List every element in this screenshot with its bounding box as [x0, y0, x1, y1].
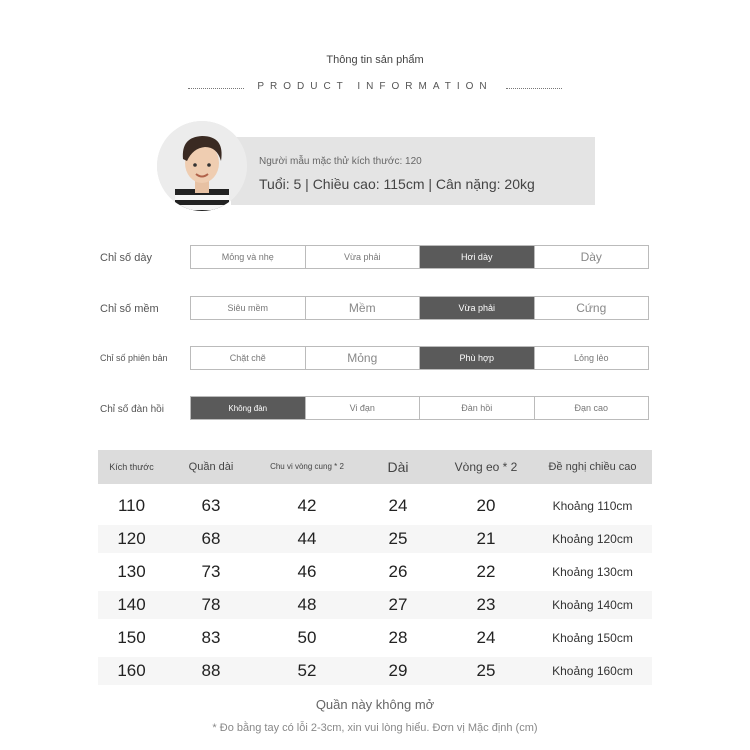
cell-rise: 24	[388, 496, 408, 515]
page-title: Thông tin sản phẩm	[326, 54, 424, 66]
indicator-option: Mềm	[306, 297, 421, 319]
column-header-size: Kích thước	[109, 462, 154, 472]
indicator-option: Mỏng	[306, 347, 421, 369]
cell-rise: 29	[388, 661, 408, 680]
cell-length: 68	[201, 529, 221, 548]
indicator-label-softness: Chỉ số mềm	[100, 303, 159, 315]
cell-hip: 46	[297, 562, 317, 581]
cell-size: 160	[117, 661, 146, 680]
cell-rise: 26	[388, 562, 408, 581]
indicator-label-thickness: Chỉ số dày	[100, 252, 152, 264]
cell-waist: 21	[476, 529, 496, 548]
cell-height: Khoảng 130cm	[552, 565, 633, 579]
cell-waist: 25	[476, 661, 496, 680]
cell-hip: 48	[297, 595, 317, 614]
title-divider-right	[506, 88, 562, 89]
indicator-row-softness	[190, 296, 649, 320]
indicator-row-elasticity	[190, 396, 649, 420]
cell-length: 78	[201, 595, 221, 614]
cell-length: 88	[201, 661, 221, 680]
indicator-option: Siêu mềm	[191, 297, 306, 319]
indicator-option: Cứng	[576, 300, 607, 315]
indicator-label-elasticity: Chỉ số đàn hồi	[100, 404, 164, 415]
cell-height: Khoảng 110cm	[552, 499, 633, 513]
cell-size: 130	[117, 562, 146, 581]
cell-rise: 25	[388, 529, 408, 548]
cell-hip: 52	[297, 661, 317, 680]
child-avatar-icon	[157, 121, 247, 211]
cell-height: Khoảng 140cm	[552, 598, 633, 612]
table-row	[98, 591, 652, 619]
column-header-rise: Dài	[387, 459, 409, 475]
cell-hip: 44	[297, 529, 317, 548]
cell-height: Khoảng 150cm	[552, 631, 633, 645]
page-subtitle: PRODUCT INFORMATION	[257, 81, 493, 92]
cell-size: 120	[117, 529, 146, 548]
model-info-box	[231, 137, 595, 205]
indicator-label-fit: Chỉ số phiên bản	[100, 353, 168, 363]
table-row	[98, 657, 652, 685]
indicator-option: Vừa phải	[306, 246, 421, 268]
cell-rise: 28	[388, 628, 408, 647]
column-header-height: Đề nghị chiều cao	[548, 461, 637, 473]
measurement-disclaimer: * Đo bằng tay có lỗi 2-3cm, xin vui lòng hiểu. Đơn vị Mặc định (cm)	[212, 722, 538, 734]
cell-length: 73	[201, 562, 221, 581]
cell-height: Khoảng 160cm	[552, 664, 633, 678]
cell-size: 150	[117, 628, 146, 647]
table-row	[98, 558, 652, 586]
indicator-option: Vi đạn	[306, 397, 421, 419]
cell-waist: 23	[476, 595, 496, 614]
cell-size: 110	[117, 496, 146, 515]
cell-waist: 24	[476, 628, 496, 647]
model-avatar	[157, 121, 247, 211]
cell-rise: 27	[388, 595, 408, 614]
column-header-length: Quần dài	[188, 461, 234, 473]
indicator-option: Lỏng lẻo	[573, 352, 609, 363]
cell-height: Khoảng 120cm	[552, 532, 633, 546]
column-header-waist: Vòng eo * 2	[454, 460, 518, 474]
indicator-option-selected: Phù hợp	[420, 347, 535, 369]
size-table-header	[98, 450, 652, 484]
cell-length: 63	[201, 496, 221, 515]
column-header-hip: Chu vi vòng cung * 2	[270, 462, 344, 471]
cell-waist: 20	[476, 496, 496, 515]
table-row	[98, 624, 652, 652]
footer-note: Quần này không mở	[315, 697, 435, 712]
indicator-option-selected: Không đàn	[191, 397, 306, 419]
indicator-row-thickness	[190, 245, 649, 269]
indicator-option-selected: Vừa phải	[420, 297, 535, 319]
indicator-option: Chặt chẽ	[191, 347, 306, 369]
indicator-row-fit	[190, 346, 649, 370]
model-stats-text: Tuổi: 5 | Chiều cao: 115cm | Cân nặng: 20kg	[259, 176, 535, 192]
indicator-option: Mỏng và nhẹ	[191, 246, 306, 268]
indicator-option: Đàn hồi	[420, 397, 535, 419]
indicator-option: Đạn cao	[574, 402, 609, 413]
cell-size: 140	[117, 595, 146, 614]
table-row	[98, 492, 652, 520]
cell-length: 83	[201, 628, 221, 647]
cell-hip: 42	[297, 496, 317, 515]
cell-waist: 22	[476, 562, 496, 581]
model-size-text: Người mẫu mặc thử kích thước: 120	[259, 156, 422, 167]
table-row	[98, 525, 652, 553]
indicator-option-selected: Hơi dày	[420, 246, 535, 268]
cell-hip: 50	[297, 628, 317, 647]
indicator-option: Dày	[580, 249, 602, 264]
